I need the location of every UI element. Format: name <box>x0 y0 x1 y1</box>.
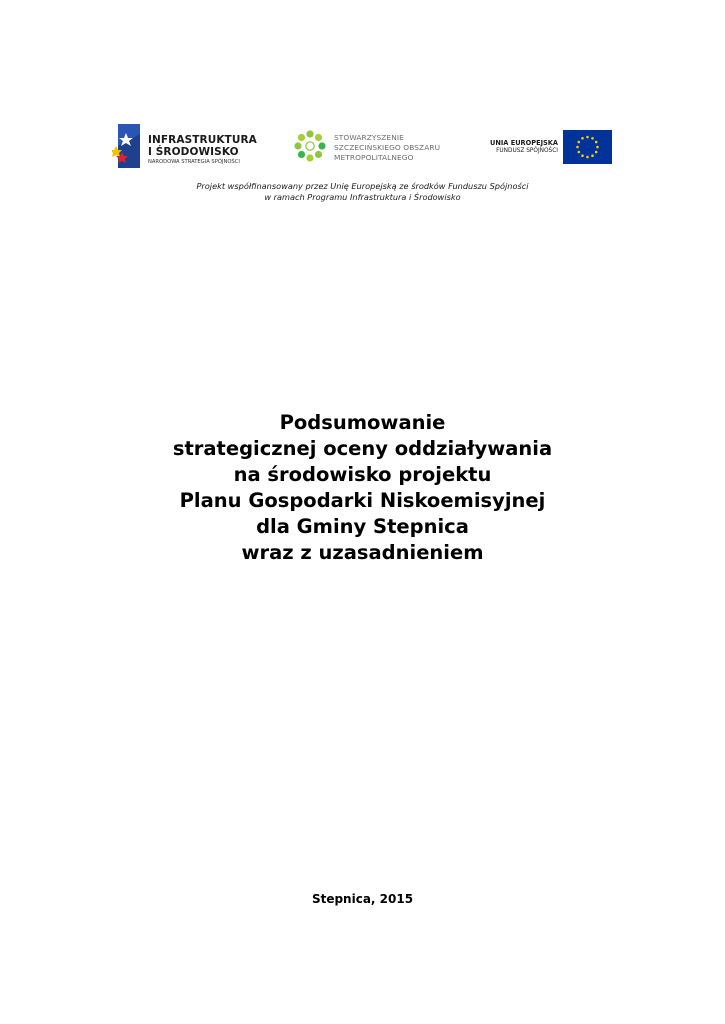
program-emblem-icon <box>112 124 142 168</box>
title-line: na środowisko projektu <box>233 463 492 486</box>
title-line: Podsumowanie <box>279 411 446 434</box>
document-title <box>0 410 725 566</box>
stowarzyszenie-logo-line3: METROPOLITALNEGO <box>334 153 414 162</box>
eu-logo-line1: UNIA EUROPEJSKA <box>489 139 558 147</box>
title-line: dla Gminy Stepnica <box>256 515 469 538</box>
place-and-date: Stepnica, 2015 <box>311 892 414 906</box>
eu-flag-icon <box>563 130 612 164</box>
infrastruktura-logo <box>112 124 257 170</box>
logo-bar <box>0 0 725 202</box>
stowarzyszenie-logo-line1: STOWARZYSZENIE <box>334 133 404 142</box>
title-line: strategicznej oceny oddziaływania <box>172 437 553 460</box>
title-line: wraz z uzasadnieniem <box>241 541 484 564</box>
title-line: Planu Gospodarki Niskoemisyjnej <box>179 489 546 512</box>
green-ring-logo-icon <box>292 128 328 164</box>
infrastruktura-logo-line3: NARODOWA STRATEGIA SPÓJNOŚCI <box>148 159 240 165</box>
cofunding-note-line2: w ramach Programu Infrastruktura i Środowisko <box>264 192 461 202</box>
infrastruktura-logo-line1: INFRASTRUKTURA <box>148 134 257 146</box>
eu-logo <box>488 130 614 164</box>
stowarzyszenie-logo-line2: SZCZECIŃSKIEGO OBSZARU <box>334 143 441 152</box>
eu-logo-line2: FUNDUSZ SPÓJNOŚCI <box>496 148 558 154</box>
cofunding-note-line1: Projekt współfinansowany przez Unię Europejską ze środków Funduszu Spójności <box>196 181 529 191</box>
stowarzyszenie-logo <box>292 128 462 166</box>
infrastruktura-logo-line2: I ŚRODOWISKO <box>148 146 239 158</box>
